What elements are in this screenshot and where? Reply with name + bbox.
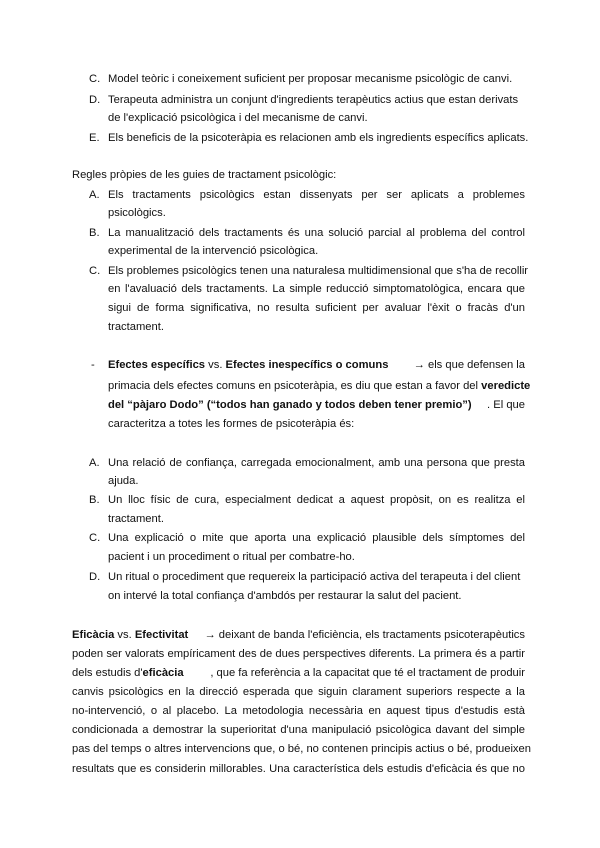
list-item-text: Els tractaments psicològics estan dissenyats per ser aplicats a problemes	[108, 189, 525, 201]
list-item-text: Un lloc físic de cura, especialment dedicat a aquest propòsit, on es realitza el	[108, 494, 525, 506]
efficacy-line-2: poden ser valorats empíricament des de dues perspectives diferents. La primera és a partir	[72, 648, 525, 660]
list-marker: C.	[89, 532, 101, 544]
bold-term: eficàcia	[142, 667, 184, 679]
list-item-text: psicològics.	[108, 207, 166, 219]
section-heading: Regles pròpies de les guies de tractament psicològic:	[72, 169, 337, 181]
list-item-text: Els beneficis de la psicoteràpia es relacionen amb els ingredients específics aplicats.	[108, 132, 529, 144]
list-item-text: Una relació de confiança, carregada emocionalment, amb una persona que presta	[108, 457, 525, 469]
list-marker: E.	[89, 132, 100, 144]
effects-line-4: caracteritza a totes les formes de psicoteràpia és:	[108, 418, 355, 430]
list-item-text: Els problemes psicològics tenen una naturalesa multidimensional que s'ha de recollir	[108, 265, 529, 277]
effects-line-3	[108, 398, 525, 412]
list-marker: D.	[89, 571, 101, 583]
bold-term: Efectes específics	[108, 359, 206, 371]
list-item-text: experimental de la intervenció psicològica.	[108, 245, 319, 257]
bold-term: del “pàjaro Dodo” (“todos han ganado y todos deben tener premio”)	[108, 399, 472, 411]
effects-line-2	[108, 379, 531, 393]
list-item-text: La manualització dels tractaments és una solució parcial al problema del control	[108, 227, 525, 239]
bullet-dash: -	[91, 359, 95, 371]
efficacy-line-1	[72, 628, 525, 642]
list-item-text: Un ritual o procediment que requereix la participació activa del terapeuta i del client	[108, 571, 521, 583]
text-run: dels estudis d'	[72, 667, 143, 679]
text-run: → els que defensen la	[410, 359, 525, 371]
list-item-text: Model teòric i coneixement suficient per proposar mecanisme psicològic de canvi.	[108, 73, 513, 85]
text-run: , que fa referència a la capacitat que té el tractament de produir	[210, 667, 525, 679]
efficacy-line-5: no-intervenció, o al placebo. La metodologia necessària en aquest tipus d'estudis està	[72, 705, 525, 717]
bold-term: Eficàcia	[72, 629, 115, 641]
list-marker: C.	[89, 73, 101, 85]
efficacy-line-6: condicionada a demostrar la superioritat d'una manipulació psicològica davant del simple	[72, 724, 525, 736]
efficacy-line-3	[72, 666, 525, 680]
list-item-text: on intervé la total confiança d'ambdós per restaurar la salut del pacient.	[108, 590, 462, 602]
text-run: vs.	[205, 359, 226, 371]
text-run: vs.	[114, 629, 135, 641]
bold-term: veredicte	[481, 380, 531, 392]
list-item-text: tractament.	[108, 321, 164, 333]
list-marker: A.	[89, 457, 100, 469]
list-item-text: Una explicació o mite que aporta una explicació plausible dels símptomes del	[108, 532, 525, 544]
list-item-text: tractament.	[108, 513, 164, 525]
text-run: . El que	[487, 399, 525, 411]
list-item-text: sigui de forma significativa, no resulta suficient per avaluar l'èxit o fracàs d'un	[108, 302, 525, 314]
list-marker: B.	[89, 227, 100, 239]
list-item-text: Terapeuta administra un conjunt d'ingredients terapèutics actius que estan derivats	[108, 94, 519, 106]
bold-term: Efectes inespecífics o comuns	[225, 359, 389, 371]
list-item-text: ajuda.	[108, 475, 139, 487]
effects-line-1	[108, 358, 525, 372]
efficacy-line-7: pas del temps o altres intervencions que, o bé, no contenen principis actius o bé, produeixen	[72, 743, 531, 755]
text-run: primacia dels efectes comuns en psicoteràpia, es diu que estan a favor del	[108, 380, 482, 392]
list-item-text: pacient i un procediment o ritual per combatre-ho.	[108, 551, 355, 563]
list-marker: A.	[89, 189, 100, 201]
text-run: → deixant de banda l'eficiència, els tractaments psicoterapèutics	[201, 629, 525, 641]
list-item-text: en l'avaluació dels tractaments. La simple reducció simptomatològica, encara que	[108, 283, 525, 295]
list-item-text: de l'explicació psicològica i del mecanisme de canvi.	[108, 112, 368, 124]
list-marker: C.	[89, 265, 101, 277]
bold-term: Efectivitat	[134, 629, 189, 641]
efficacy-line-4: canvis psicològics en la direcció esperada que siguin clarament superiors respecte a la	[72, 686, 525, 698]
efficacy-line-8: resultats que es considerin millorables. Una característica dels estudis d'eficàcia és que no	[72, 763, 525, 775]
list-marker: B.	[89, 494, 100, 506]
list-marker: D.	[89, 94, 101, 106]
